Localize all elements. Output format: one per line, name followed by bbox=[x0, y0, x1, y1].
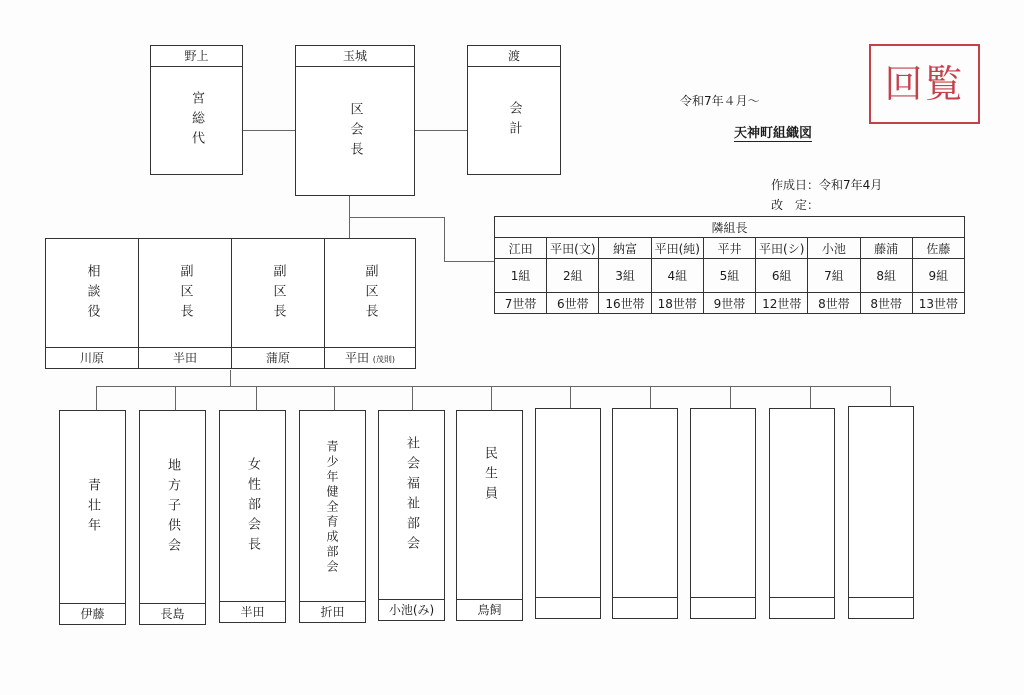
table-cell: 1組 bbox=[495, 259, 547, 293]
box-body: 地方子供会 bbox=[165, 457, 180, 558]
connector-line bbox=[242, 130, 295, 131]
youth-development-box bbox=[299, 410, 366, 623]
table-cell: 13世帯 bbox=[912, 293, 964, 314]
box-body: 副区長 bbox=[177, 263, 193, 324]
connector-line bbox=[334, 386, 335, 410]
box-name: 伊藤 bbox=[60, 603, 125, 624]
box-name-note: (茂則) bbox=[372, 355, 396, 364]
women-division-box bbox=[219, 410, 286, 623]
connector-line bbox=[444, 217, 445, 261]
welfare-commissioner-box bbox=[456, 410, 523, 621]
table-cell: 7世帯 bbox=[495, 293, 547, 314]
treasurer-box bbox=[467, 45, 561, 175]
households-row bbox=[495, 293, 965, 314]
revised-date: 改 定： bbox=[771, 198, 820, 212]
table-cell: 8組 bbox=[860, 259, 912, 293]
empty-box bbox=[848, 406, 914, 619]
table-cell: 江田 bbox=[495, 238, 547, 259]
table-cell: 8世帯 bbox=[860, 293, 912, 314]
table-cell: 3組 bbox=[599, 259, 651, 293]
created-date: 作成日：令和7年4月 bbox=[771, 178, 883, 192]
table-cell: 平田(純) bbox=[651, 238, 703, 259]
table-cell: 7組 bbox=[808, 259, 860, 293]
connector-line bbox=[349, 217, 445, 218]
box-name bbox=[536, 597, 600, 618]
vice-chairman-box bbox=[138, 238, 232, 369]
box-name bbox=[849, 597, 913, 618]
table-cell: 12世帯 bbox=[756, 293, 808, 314]
connector-line bbox=[256, 386, 257, 410]
box-body: 会計 bbox=[506, 101, 522, 141]
connector-line bbox=[96, 386, 891, 387]
box-body: 宮総代 bbox=[189, 91, 204, 151]
table-cell: 平井 bbox=[703, 238, 755, 259]
table-title: 隣組長 bbox=[495, 217, 965, 238]
names-row bbox=[495, 238, 965, 259]
box-body: 社会福祉部会 bbox=[404, 435, 419, 556]
box-body: 区会長 bbox=[347, 101, 363, 162]
table-cell: 2組 bbox=[547, 259, 599, 293]
box-name bbox=[770, 597, 834, 618]
empty-box bbox=[690, 408, 756, 619]
youth-adult-box bbox=[59, 410, 126, 625]
empty-box bbox=[769, 408, 835, 619]
children-association-box bbox=[139, 410, 206, 625]
date-line: 令和7年４月～ bbox=[680, 94, 760, 108]
box-body: 青少年健全育成部会 bbox=[325, 440, 339, 575]
box-name bbox=[613, 597, 677, 618]
district-chairman-box bbox=[295, 45, 415, 196]
table-cell: 18世帯 bbox=[651, 293, 703, 314]
advisor-box bbox=[45, 238, 139, 369]
box-name bbox=[691, 597, 755, 618]
table-cell: 9組 bbox=[912, 259, 964, 293]
connector-line bbox=[730, 386, 731, 410]
table-cell: 納富 bbox=[599, 238, 651, 259]
connector-line bbox=[810, 386, 811, 410]
table-cell: 8世帯 bbox=[808, 293, 860, 314]
box-name: 蒲原 bbox=[232, 347, 324, 368]
connector-line bbox=[230, 370, 231, 386]
table-cell: 6組 bbox=[756, 259, 808, 293]
circulation-stamp: 回覧 bbox=[869, 44, 980, 124]
box-name: 折田 bbox=[300, 601, 365, 622]
table-cell: 6世帯 bbox=[547, 293, 599, 314]
table-cell: 9世帯 bbox=[703, 293, 755, 314]
shrine-representative-box bbox=[150, 45, 243, 175]
connector-line bbox=[412, 386, 413, 410]
empty-box bbox=[535, 408, 601, 619]
table-cell: 平田(シ) bbox=[756, 238, 808, 259]
box-name: 平田 bbox=[344, 351, 369, 365]
neighborhood-leaders-table bbox=[494, 216, 965, 314]
box-body: 副区長 bbox=[362, 263, 378, 324]
box-name: 長島 bbox=[140, 603, 205, 624]
table-cell: 5組 bbox=[703, 259, 755, 293]
table-cell: 藤浦 bbox=[860, 238, 912, 259]
box-name: 小池(み) bbox=[379, 599, 444, 620]
connector-line bbox=[175, 386, 176, 410]
connector-line bbox=[444, 261, 494, 262]
box-body: 民生員 bbox=[482, 445, 497, 506]
social-welfare-box bbox=[378, 410, 445, 621]
box-body: 女性部会長 bbox=[245, 456, 260, 557]
box-header: 渡 bbox=[468, 46, 560, 67]
groups-row bbox=[495, 259, 965, 293]
vice-chairman-box bbox=[324, 238, 416, 369]
box-name: 半田 bbox=[139, 347, 231, 368]
vice-chairman-box bbox=[231, 238, 325, 369]
connector-line bbox=[96, 386, 97, 410]
table-cell: 平田(文) bbox=[547, 238, 599, 259]
table-cell: 小池 bbox=[808, 238, 860, 259]
box-name: 半田 bbox=[220, 601, 285, 622]
table-cell: 16世帯 bbox=[599, 293, 651, 314]
box-name: 川原 bbox=[46, 347, 138, 368]
empty-box bbox=[612, 408, 678, 619]
box-body: 副区長 bbox=[270, 263, 286, 324]
box-name: 鳥飼 bbox=[457, 599, 522, 620]
box-body: 相談役 bbox=[84, 263, 100, 324]
table-cell: 4組 bbox=[651, 259, 703, 293]
connector-line bbox=[650, 386, 651, 410]
box-header: 野上 bbox=[151, 46, 242, 67]
connector-line bbox=[491, 386, 492, 410]
box-body: 青壮年 bbox=[85, 477, 100, 538]
connector-line bbox=[570, 386, 571, 410]
org-chart-title: 天神町組織図 bbox=[734, 122, 812, 142]
box-name-footer bbox=[325, 347, 415, 368]
box-header: 玉城 bbox=[296, 46, 414, 67]
connector-line bbox=[414, 130, 467, 131]
table-cell: 佐藤 bbox=[912, 238, 964, 259]
